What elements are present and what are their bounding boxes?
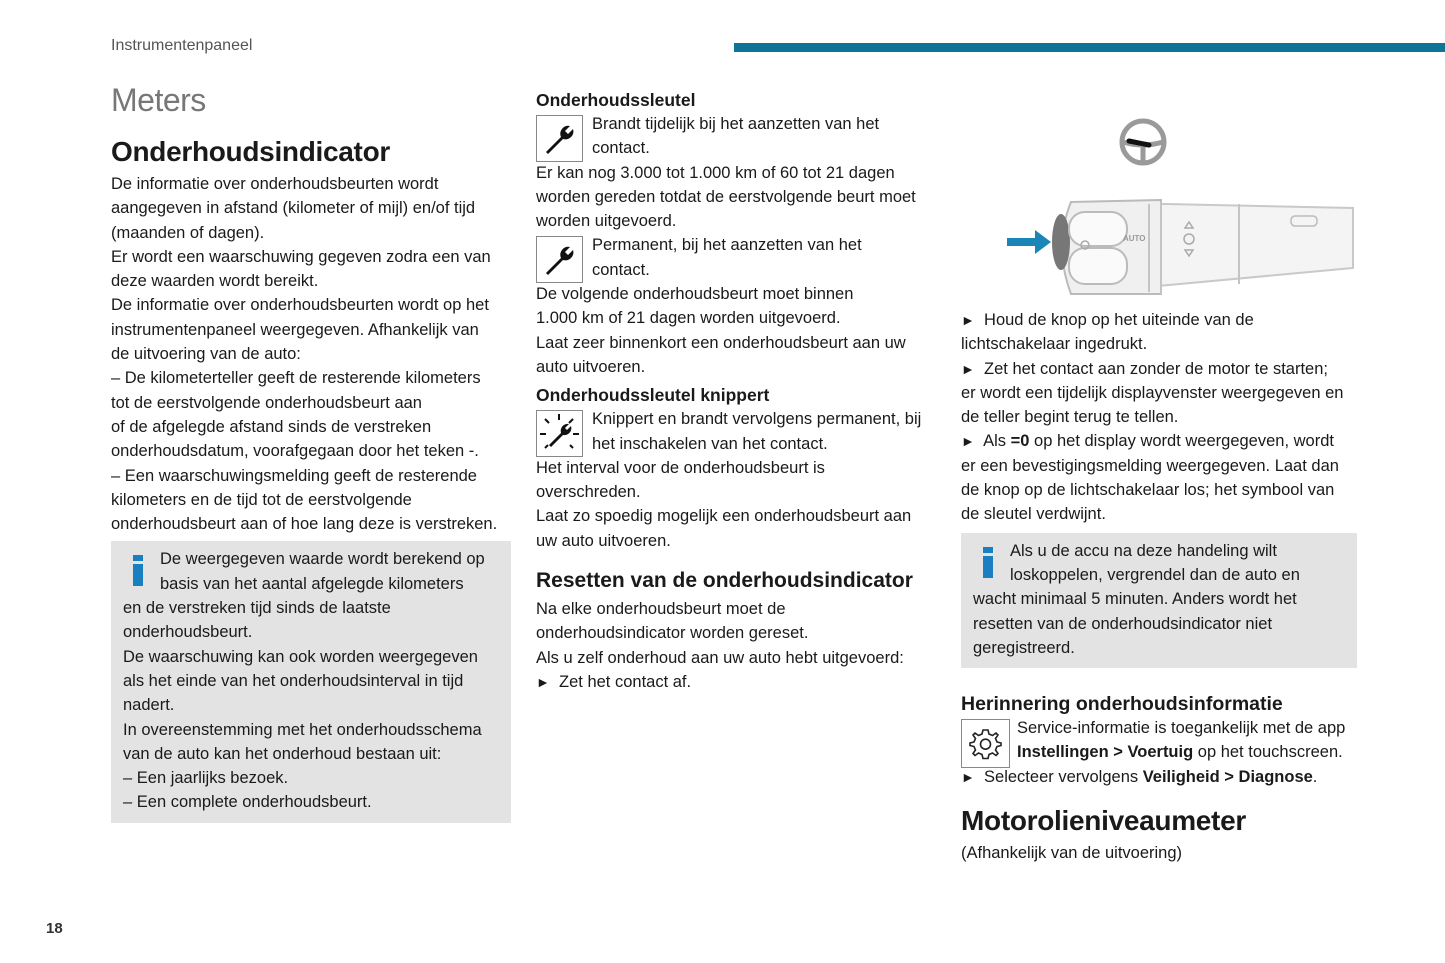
heading-motorolieniveaumeter: Motorolieniveaumeter <box>961 805 1246 837</box>
info-box-1-first: De weergegeven waarde wordt berekend op basis van het aantal afgelegde kilometers <box>160 550 485 593</box>
key-row-1 <box>536 112 936 161</box>
arrow-icon: ► <box>961 312 975 328</box>
wrench-icon <box>536 115 583 162</box>
section-title-meters: Meters <box>111 82 206 118</box>
column-2 <box>536 88 936 694</box>
info-icon <box>133 555 143 579</box>
heading-onderhoudssleutel: Onderhoudssleutel <box>536 90 696 110</box>
auto-label: AUTO <box>1123 234 1146 243</box>
wrench-flashing-icon <box>536 410 583 457</box>
running-header: Instrumentenpaneel <box>111 37 253 54</box>
blink-text: Knippert en brandt vervolgens permanent, bij het inschakelen van het contact. <box>592 410 922 453</box>
blink-row <box>536 407 936 456</box>
reminder-row <box>961 716 1357 765</box>
info-box-1-text: en de verstreken tijd sinds de laatste onderhoudsbeurt. De waarschuwing kan ook worden weergegeven als het einde van het onderhoudsinterval in tijd nadert. In overeenstemming met het onderhoudsschema van de auto kan het onderhoud bestaan uit: – Een jaarlijks bezoek. – Een complete onderhoudsbeurt. <box>123 599 482 812</box>
column-1 <box>111 80 511 823</box>
arrow-icon: ► <box>961 433 975 450</box>
arrow-icon: ► <box>536 673 550 690</box>
key-row-2 <box>536 233 936 282</box>
heading-onderhoudsindicator: Onderhoudsindicator <box>111 136 390 167</box>
step-2: ► Zet het contact aan zonder de motor te starten; er wordt een tijdelijk displayvenster weergegeven en de teller begint terug te tellen. <box>961 359 1344 427</box>
arrow-icon: ► <box>961 360 975 377</box>
header-accent-bar <box>734 43 1445 52</box>
light-switch-illustration <box>961 108 1357 304</box>
step-1: ► Houd de knop op het uiteinde van de lichtschakelaar ingedrukt. <box>961 311 1254 354</box>
oil-subtitle: (Afhankelijk van de uitvoering) <box>961 844 1183 863</box>
arrow-icon: ► <box>961 768 975 785</box>
reminder-text: Service-informatie is toegankelijk met de app Instellingen > Voertuig op het touchscreen. <box>1017 719 1346 762</box>
blink-after: Het interval voor de onderhoudsbeurt is overschreden. Laat zo spoedig mogelijk een onderhoudsbeurt aan uw auto uitvoeren. <box>536 458 912 550</box>
page-number: 18 <box>46 920 63 937</box>
heading-resetten: Resetten van de onderhoudsindicator <box>536 569 913 593</box>
info-box-1 <box>111 541 511 822</box>
column-3 <box>961 108 1357 865</box>
info-box-2-text: wacht minimaal 5 minuten. Anders wordt het resetten van de onderhoudsindicator niet geregistreerd. <box>973 590 1297 657</box>
step-3: ► Als =0 op het display wordt weergegeven, wordt er een bevestigingsmelding weergegeven. Laat dan de knop op de lichtschakelaar los; het symbool van de sleutel verdwijnt. <box>961 432 1339 524</box>
gear-icon <box>961 719 1010 768</box>
reset-step: ► Zet het contact af. <box>536 672 692 691</box>
select-step: ► Selecteer vervolgens Veiligheid > Diagnose. <box>961 767 1318 786</box>
heading-herinnering: Herinnering onderhoudsinformatie <box>961 693 1283 716</box>
key-1-after: Er kan nog 3.000 tot 1.000 km of 60 tot 21 dagen worden gereden totdat de eerstvolgende beurt moet worden uitgevoerd. <box>536 163 916 231</box>
info-box-2-first: Als u de accu na deze handeling wilt loskoppelen, vergrendel dan de auto en <box>1010 541 1300 584</box>
info-icon <box>983 547 993 571</box>
key-2-text: Permanent, bij het aanzetten van het contact. <box>592 236 862 279</box>
key-2-after: De volgende onderhoudsbeurt moet binnen 1.000 km of 21 dagen worden uitgevoerd. Laat zeer binnenkort een onderhoudsbeurt aan uw auto uitvoeren. <box>536 285 906 376</box>
wrench-icon <box>536 236 583 283</box>
key-1-text: Brandt tijdelijk bij het aanzetten van het contact. <box>592 115 880 158</box>
info-box-2 <box>961 533 1357 668</box>
intro-text: De informatie over onderhoudsbeurten wordt aangegeven in afstand (kilometer of mijl) en/of tijd (maanden of dagen). Er wordt een waarschuwing gegeven zodra een van deze waarden wordt bereikt. De informatie over onderhoudsbeurten wordt op het instrumentenpaneel weergegeven. Afhankelijk van de uitvoering van de auto: – De kilometerteller geeft de resterende kilometers tot de eerstvolgende onderhoudsbeurt aan of de afgelegde afstand sinds de verstreken onderhoudsdatum, voorafgegaan door het teken -. – Een waarschuwingsmelding geeft de resterende kilometers en de tijd tot de eerstvolgende onderhoudsbeurt aan of hoe lang deze is verstreken. <box>111 175 498 534</box>
heading-sleutel-knippert: Onderhoudssleutel knippert <box>536 385 770 406</box>
reset-text: Na elke onderhoudsbeurt moet de onderhoudsindicator worden gereset. Als u zelf onderhoud aan uw auto hebt uitgevoerd: <box>536 600 904 667</box>
